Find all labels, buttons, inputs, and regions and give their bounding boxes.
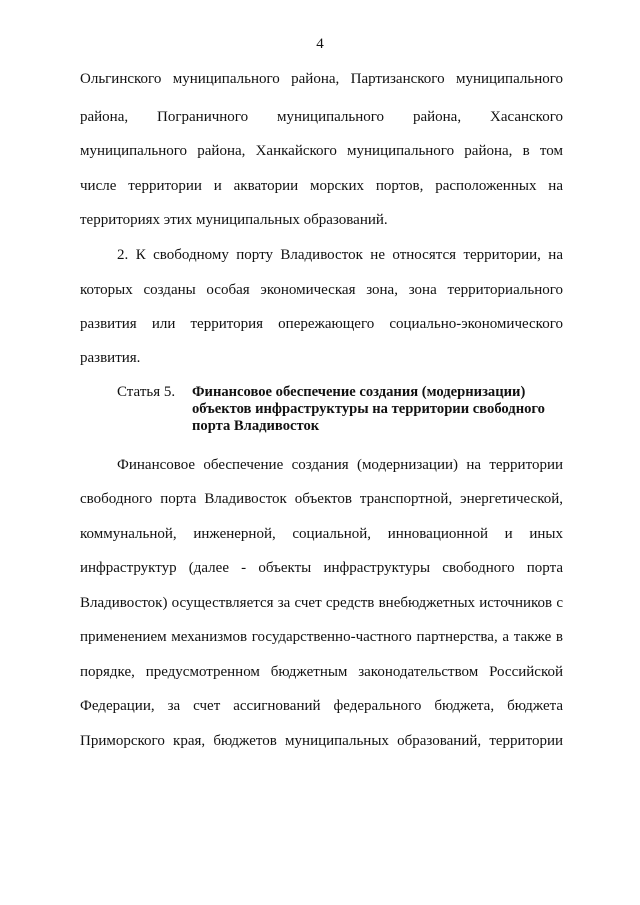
text-line: Владивосток) осуществляется за счет средств внебюджетных источников с [80,595,563,611]
article-title-line: порта Владивосток [192,418,320,434]
text-line: территориях этих муниципальных образований. [80,212,388,228]
article-title-line: объектов инфраструктуры на территории свободного [192,401,545,417]
text-line: числе территории и акватории морских портов, расположенных на [80,178,563,194]
text-line: инфраструктур (далее - объекты инфраструктуры свободного порта [80,560,563,576]
text-line: Федерации, за счет ассигнований федерального бюджета, бюджета [80,698,563,714]
text-line: коммунальной, инженерной, социальной, инновационной и иных [80,526,563,542]
text-line: применением механизмов государственно-частного партнерства, а также в [80,629,563,645]
text-line: муниципального района, Ханкайского муниципального района, в том [80,143,563,159]
text-line: свободного порта Владивосток объектов транспортной, энергетической, [80,491,563,507]
article-title [192,384,572,435]
page-number: 4 [316,36,324,52]
text-line: района, Пограничного муниципального района, Хасанского [80,109,563,125]
article-title-line: Финансовое обеспечение создания (модернизации) [192,384,526,400]
text-line: 2. К свободному порту Владивосток не относятся территории, на [117,247,563,263]
text-line: порядке, предусмотренном бюджетным законодательством Российской [80,664,563,680]
text-line: развития. [80,350,141,366]
text-line: развития или территория опережающего социально-экономического [80,316,563,332]
text-line: которых созданы особая экономическая зона, зона территориального [80,282,563,298]
text-line: Финансовое обеспечение создания (модернизации) на территории [117,457,563,473]
article-label: Статья 5. [117,384,176,400]
text-line: Ольгинского муниципального района, Партизанского муниципального [80,71,563,87]
text-line: Приморского края, бюджетов муниципальных образований, территории [80,733,563,749]
